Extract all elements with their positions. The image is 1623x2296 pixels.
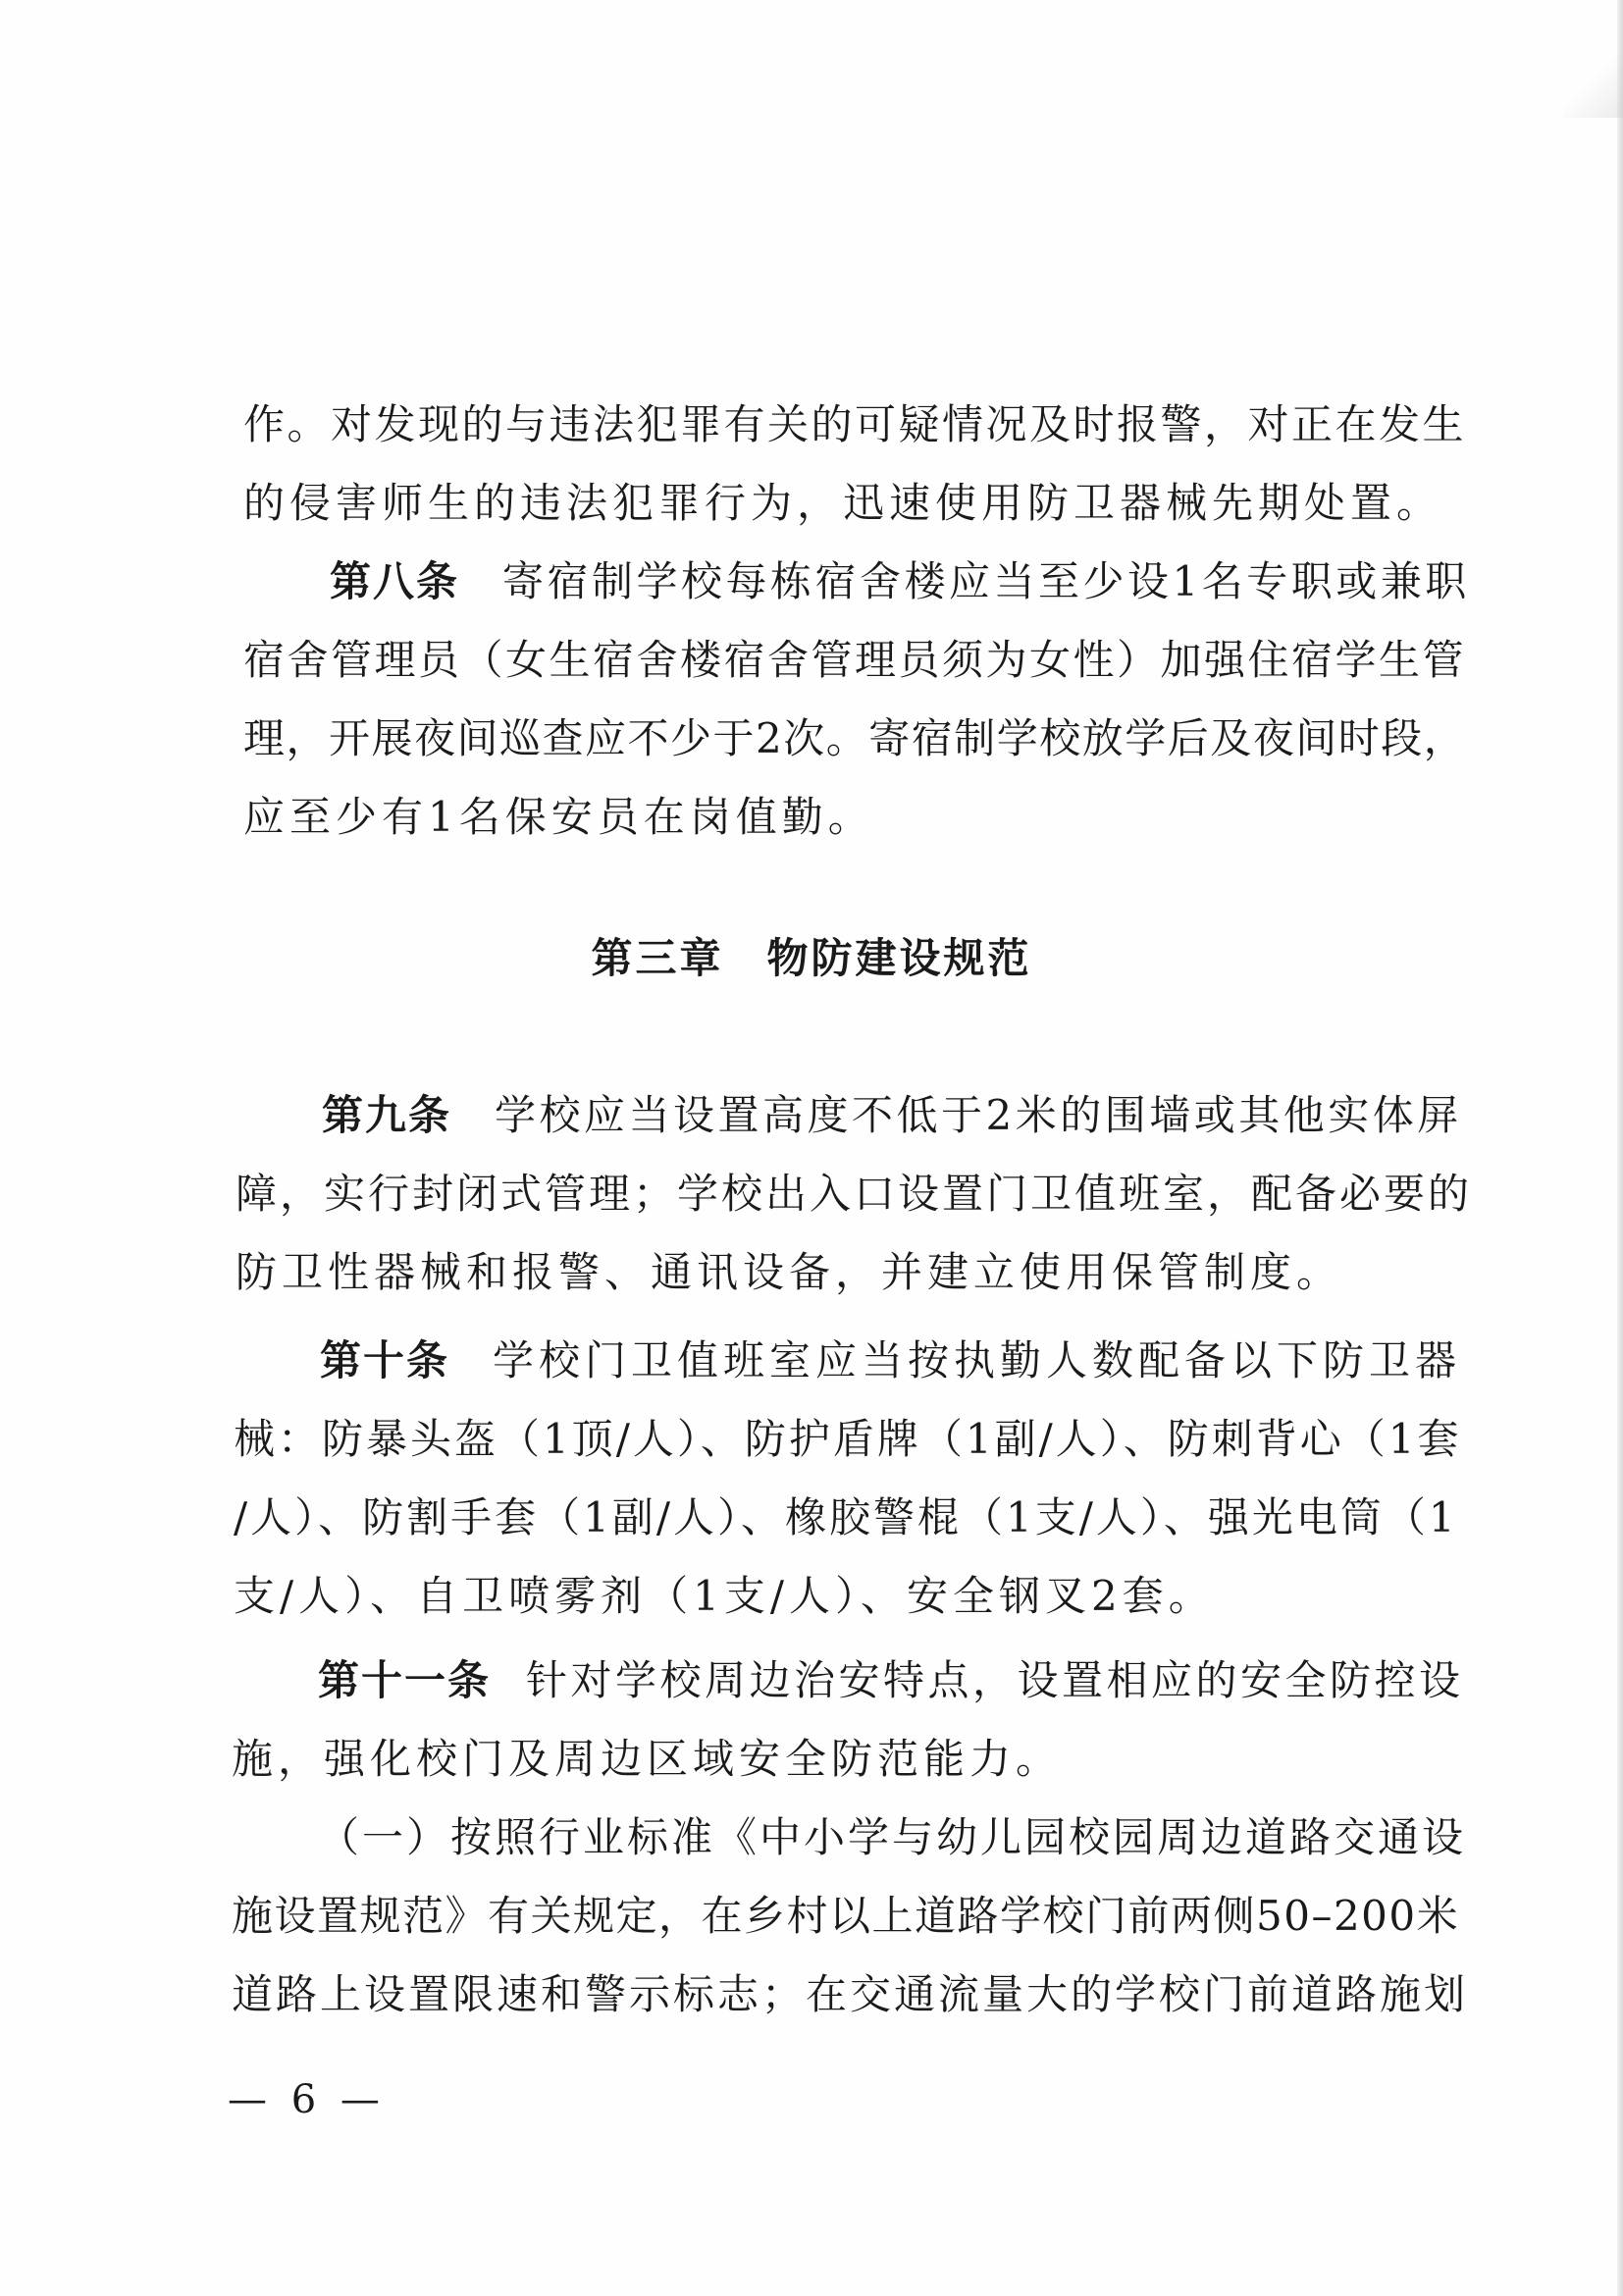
paragraph-line: 施设置规范》有关规定，在乡村以上道路学校门前两侧50–200米 — [232, 1892, 1460, 1940]
paragraph-line: /人）、防割手套（1副/人）、橡胶警棍（1支/人）、强光电筒（1 — [234, 1493, 1458, 1541]
paragraph-line: 障，实行封闭式管理；学校出入口设置门卫值班室，配备必要的 — [236, 1170, 1473, 1218]
article-8-first-line — [330, 557, 1470, 606]
chapter-number: 第三章 — [591, 934, 724, 982]
article-10-label: 第十条 — [320, 1336, 450, 1384]
article-10-first-line — [320, 1336, 1461, 1385]
article-10-text: 学校门卫值班室应当按执勤人数配备以下防卫器 — [493, 1336, 1462, 1384]
page-number: — 6 — — [228, 2077, 386, 2122]
article-8-label: 第八条 — [330, 557, 460, 605]
article-9-text: 学校应当设置高度不低于2米的围墙或其他实体屏 — [495, 1091, 1462, 1139]
scan-corner — [1564, 0, 1623, 118]
article-8-text: 寄宿制学校每栋宿舍楼应当至少设1名专职或兼职 — [502, 557, 1470, 605]
article-11-first-line — [318, 1656, 1464, 1705]
paragraph-line: 作。对发现的与违法犯罪有关的可疑情况及时报警，对正在发生 — [243, 400, 1467, 448]
chapter-title: 物防建设规范 — [766, 934, 1032, 982]
scan-edge — [1617, 0, 1623, 2296]
article-11-label: 第十一条 — [318, 1656, 492, 1704]
paragraph-line: 宿舍管理员（女生宿舍楼宿舍管理员须为女性）加强住宿学生管 — [243, 636, 1467, 684]
item-1-first-line: （一）按照行业标准《中小学与幼儿园校园周边道路交通设 — [318, 1813, 1467, 1861]
paragraph-line: 道路上设置限速和警示标志；在交通流量大的学校门前道路施划 — [232, 1970, 1469, 2018]
paragraph-line: 的侵害师生的违法犯罪行为，迅速使用防卫器械先期处置。 — [243, 479, 1443, 527]
article-11-text: 针对学校周边治安特点，设置相应的安全防控设 — [526, 1656, 1464, 1704]
paragraph-line: 理，开展夜间巡查应不少于2次。寄宿制学校放学后及夜间时段， — [243, 714, 1467, 762]
chapter-heading — [0, 932, 1623, 985]
paragraph-line: 防卫性器械和报警、通讯设备，并建立使用保管制度。 — [236, 1248, 1343, 1296]
paragraph-line: 施，强化校门及周边区域安全防范能力。 — [232, 1735, 1063, 1783]
article-9-label: 第九条 — [322, 1091, 452, 1139]
paragraph-line: 械：防暴头盔（1顶/人）、防护盾牌（1副/人）、防刺背心（1套 — [234, 1415, 1462, 1463]
paragraph-line: 应至少有1名保安员在岗值勤。 — [243, 793, 874, 841]
paragraph-line: 支/人）、自卫喷雾剂（1支/人）、安全钢叉2套。 — [234, 1572, 1215, 1620]
article-9-first-line — [322, 1091, 1462, 1140]
